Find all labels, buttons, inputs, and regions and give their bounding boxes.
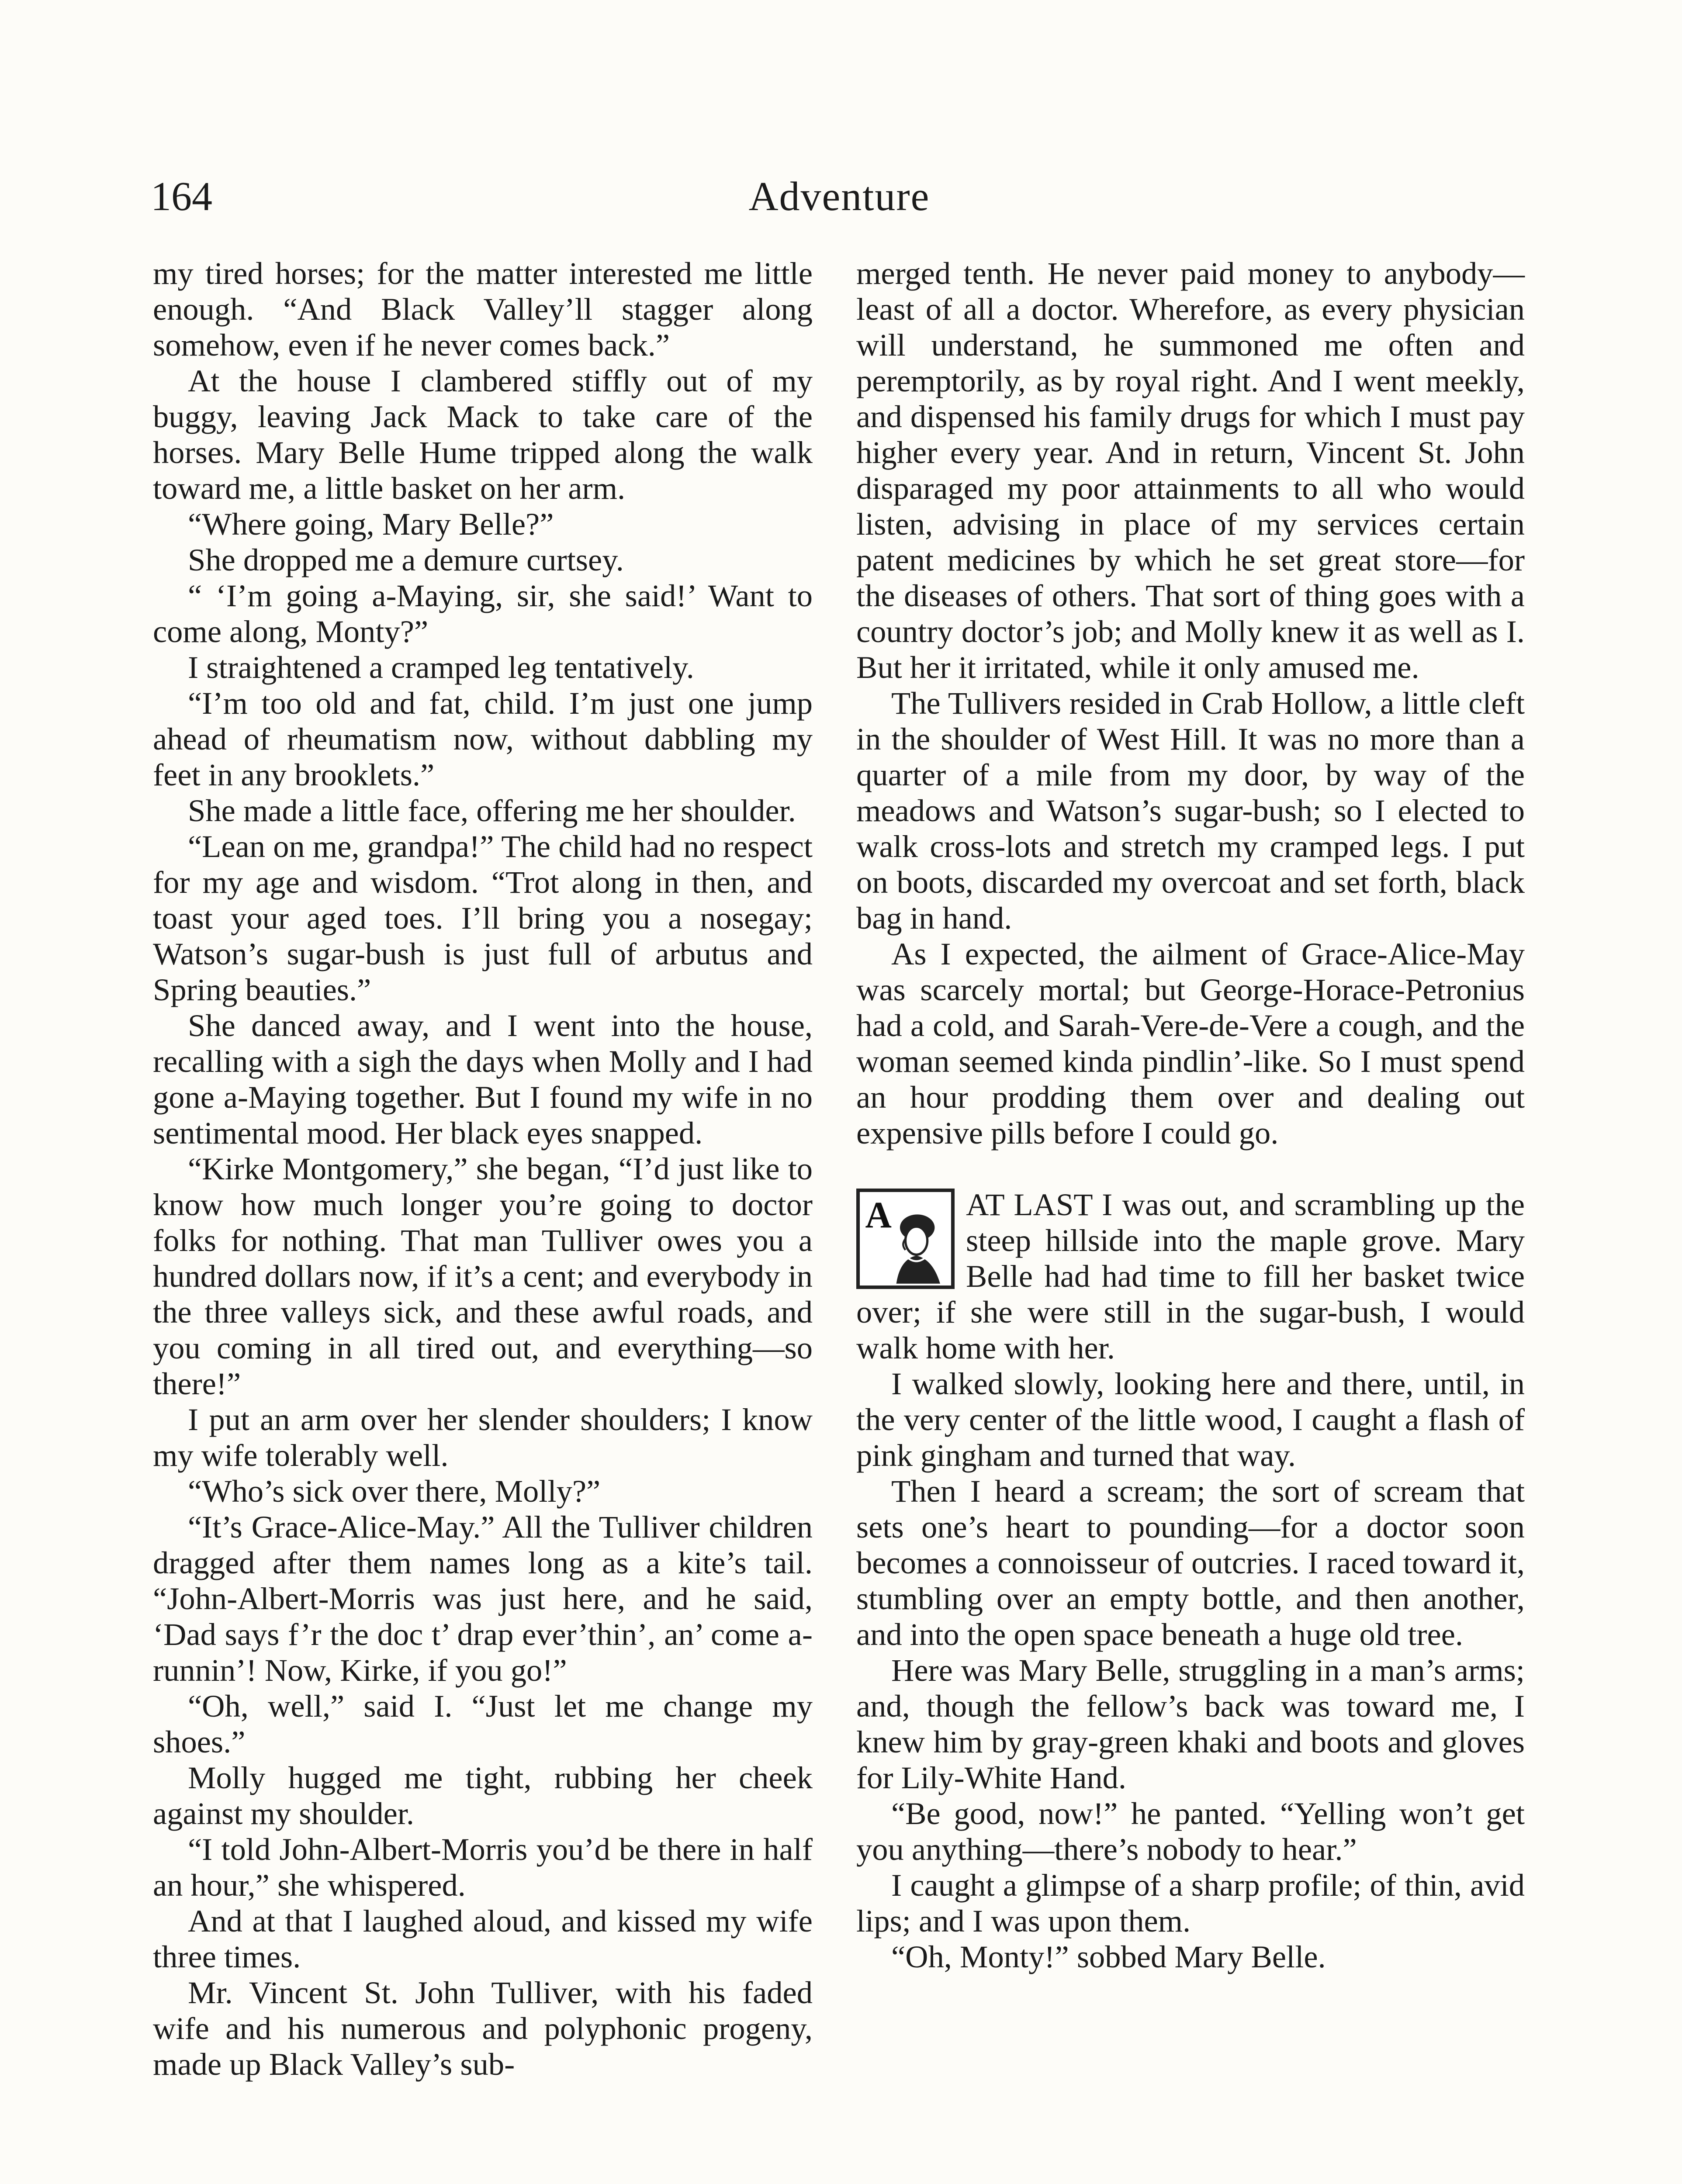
- paragraph: She made a little face, offering me her shoulder.: [188, 793, 796, 828]
- paragraph: I straightened a cramped leg tentatively.: [188, 650, 694, 685]
- paragraph: “I’m too old and fat, child. I’m just one jump ahead of rheumatism now, without dabbling my feet in any brooklets.”: [153, 685, 813, 792]
- paragraph: I walked slowly, looking here and there, until, in the very center of the little wood, I caught a flash of pink gingham and turned that way.: [856, 1366, 1525, 1473]
- paragraph: I put an arm over her slender shoulders; I know my wife tolerably well.: [153, 1402, 813, 1473]
- paragraph: “Who’s sick over there, Molly?”: [188, 1473, 601, 1509]
- paragraph: “Kirke Montgomery,” she began, “I’d just like to know how much longer you’re going to doctor folks for nothing. That man Tulliver owes you a hundred dollars now, if it’s a cent; and everybody in the three valleys sick, and these awful roads, and you coming in all tired out, and everything—so there!”: [153, 1151, 813, 1401]
- svg-text:A: A: [865, 1195, 892, 1236]
- right-column: [856, 256, 1525, 1975]
- section-opening: [856, 1187, 1525, 1366]
- paragraph: “Lean on me, grandpa!” The child had no respect for my age and wisdom. “Trot along in then, and toast your aged toes. I’ll bring you a nosegay; Watson’s sugar-bush is just full of arbutus and Spring beauties.”: [153, 829, 813, 1007]
- page-number: 164: [151, 174, 212, 219]
- paragraph: “Oh, Monty!” sobbed Mary Belle.: [891, 1939, 1326, 1974]
- illustrated-dropcap-icon: [856, 1189, 955, 1289]
- paragraph: She danced away, and I went into the house, recalling with a sigh the days when Molly and I had gone a-Maying together. But I found my wife in no sentimental mood. Her black eyes snapped.: [153, 1008, 813, 1151]
- paragraph: She dropped me a demure curtsey.: [188, 542, 624, 577]
- paragraph: Here was Mary Belle, struggling in a man’s arms; and, though the fellow’s back was toward me, I knew him by gray-green khaki and boots and gloves for Lily-White Hand.: [856, 1652, 1525, 1795]
- paragraph: Then I heard a scream; the sort of scream that sets one’s heart to pounding—for a doctor soon becomes a connoisseur of outcries. I raced toward it, stumbling over an empty bottle, and then another, and into the open space beneath a huge old tree.: [856, 1473, 1525, 1652]
- paragraph: “ ‘I’m going a-Maying, sir, she said!’ Want to come along, Monty?”: [153, 578, 813, 649]
- paragraph: At the house I clambered stiffly out of my buggy, leaving Jack Mack to take care of the horses. Mary Belle Hume tripped along the walk toward me, a little basket on her arm.: [153, 363, 813, 506]
- paragraph: merged tenth. He never paid money to anybody—least of all a doctor. Wherefore, as every physician will understand, he summoned me often and peremptorily, as by royal right. And I went meekly, and dispensed his family drugs for which I must pay higher every year. And in return, Vincent St. John disparaged my poor attainments to all who would listen, advising in place of my services certain patent medicines by which he set great store—for the diseases of others. That sort of thing goes with a country doctor’s job; and Molly knew it as well as I. But her it irritated, while it only amused me.: [856, 256, 1525, 685]
- section-first-paragraph: AT LAST I was out, and scrambling up the steep hillside into the maple grove. Mary Belle had had time to fill her basket twice over; if she were still in the sugar-bush, I would walk home with her.: [856, 1187, 1525, 1365]
- paragraph: And at that I laughed aloud, and kissed my wife three times.: [153, 1903, 813, 1974]
- paragraph: Mr. Vincent St. John Tulliver, with his faded wife and his numerous and polyphonic progeny, made up Black Valley’s sub-: [153, 1975, 813, 2082]
- running-head: Adventure: [748, 174, 930, 219]
- paragraph: my tired horses; for the matter interested me little enough. “And Black Valley’ll stagger along somehow, even if he never comes back.”: [153, 256, 813, 363]
- paragraph: Molly hugged me tight, rubbing her cheek against my shoulder.: [153, 1760, 813, 1831]
- left-column: [153, 256, 813, 2082]
- paragraph: “Be good, now!” he panted. “Yelling won’t get you anything—there’s nobody to hear.”: [856, 1796, 1525, 1867]
- paragraph: I caught a glimpse of a sharp profile; of thin, avid lips; and I was upon them.: [856, 1867, 1525, 1939]
- paragraph: The Tullivers resided in Crab Hollow, a little cleft in the shoulder of West Hill. It was no more than a quarter of a mile from my door, by way of the meadows and Watson’s sugar-bush; so I elected to walk cross-lots and stretch my cramped legs. I put on boots, discarded my overcoat and set forth, black bag in hand.: [856, 685, 1525, 936]
- paragraph: As I expected, the ailment of Grace-Alice-May was scarcely mortal; but George-Horace-Petronius had a cold, and Sarah-Vere-de-Vere a cough, and the woman seemed kinda pindlin’-like. So I must spend an hour prodding them over and dealing out expensive pills before I could go.: [856, 936, 1525, 1151]
- page-header: [151, 168, 1528, 225]
- paragraph: “It’s Grace-Alice-May.” All the Tulliver children dragged after them names long as a kite’s tail. “John-Albert-Morris was just here, and he said, ‘Dad says f’r the doc t’ drap ever’thin’, an’ come a-runnin’! Now, Kirke, if you go!”: [153, 1509, 813, 1688]
- paragraph: “Oh, well,” said I. “Just let me change my shoes.”: [153, 1688, 813, 1759]
- paragraph: “I told John-Albert-Morris you’d be there in half an hour,” she whispered.: [153, 1832, 813, 1903]
- paragraph: “Where going, Mary Belle?”: [188, 506, 554, 542]
